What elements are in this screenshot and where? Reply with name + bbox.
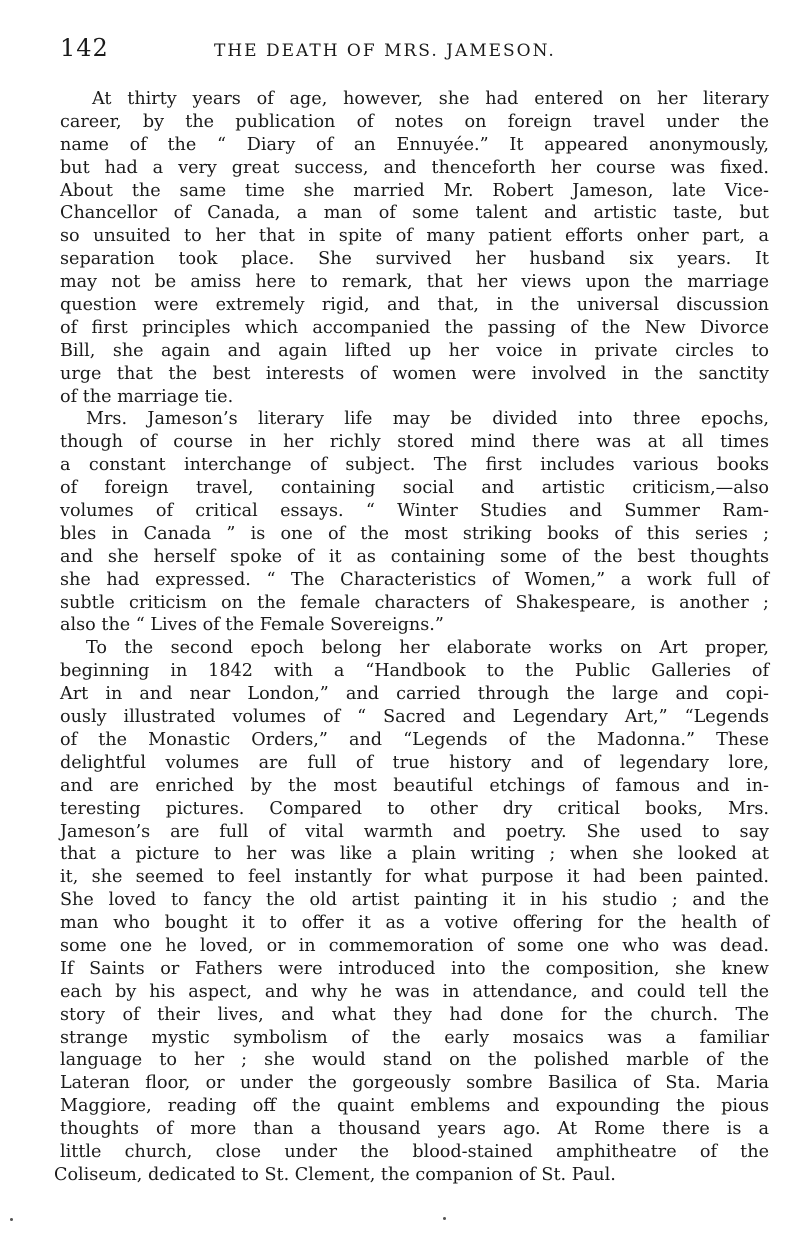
text-line: so unsuited to her that in spite of many patient efforts onher part, a (60, 226, 769, 247)
text-line: also the “ Lives of the Female Sovereigns.” (60, 615, 444, 636)
text-line: of first principles which accompanied the passing of the New Divorce (60, 317, 769, 338)
text-line: At thirty years of age, however, she had entered on her literary (92, 89, 769, 109)
text-line: thoughts of more than a thousand years ago. At Rome there is a (60, 1119, 769, 1140)
print-speck (443, 1217, 446, 1220)
text-line: may not be amiss here to remark, that her views upon the marriage (60, 272, 769, 293)
print-speck (10, 1218, 13, 1221)
text-line: and are enriched by the most beautiful etchings of famous and in- (60, 775, 769, 796)
text-line: Chancellor of Canada, a man of some talent and artistic taste, but (60, 203, 769, 224)
text-line: ously illustrated volumes of “ Sacred and Legendary Art,” “Legends (60, 707, 769, 728)
text-line: and she herself spoke of it as containing some of the best thoughts (60, 546, 769, 567)
page-number: 142 (60, 34, 109, 62)
text-line: little church, close under the blood-stained amphitheatre of the (60, 1141, 769, 1162)
text-line: Lateran floor, or under the gorgeously sombre Basilica of Sta. Maria (60, 1073, 769, 1094)
paragraph (54, 637, 769, 1186)
text-line: it, she seemed to feel instantly for what purpose it had been painted. (60, 867, 769, 888)
text-line: of the Monastic Orders,” and “Legends of the Madonna.” These (60, 729, 769, 750)
text-line: Coliseum, dedicated to St. Clement, the companion of St. Paul. (54, 1164, 616, 1185)
text-line: urge that the best interests of women were involved in the sanctity (60, 363, 769, 384)
running-title: THE DEATH OF MRS. JAMESON. (214, 41, 556, 61)
text-line: name of the “ Diary of an Ennuyée.” It appeared anonymously, (60, 134, 769, 155)
text-line: that a picture to her was like a plain writing ; when she looked at (60, 844, 769, 865)
text-line: Mrs. Jameson’s literary life may be divided into three epochs, (86, 409, 769, 430)
text-line: each by his aspect, and why he was in attendance, and could tell the (60, 981, 769, 1002)
page-header (60, 34, 770, 70)
text-line: of the marriage tie. (60, 386, 234, 407)
text-line: She loved to fancy the old artist painting it in his studio ; and the (60, 890, 769, 911)
text-line: teresting pictures. Compared to other dry critical books, Mrs. (60, 798, 769, 819)
text-line: language to her ; she would stand on the polished marble of the (60, 1050, 769, 1071)
text-line: question were extremely rigid, and that, in the universal discussion (60, 295, 769, 316)
text-line: but had a very great success, and thenceforth her course was fixed. (60, 157, 769, 178)
text-line: story of their lives, and what they had done for the church. The (60, 1004, 769, 1025)
text-line: beginning in 1842 with a “Handbook to the Public Galleries of (60, 661, 769, 682)
text-line: career, by the publication of notes on foreign travel under the (60, 111, 769, 132)
text-line: she had expressed. “ The Characteristics of Women,” a work full of (60, 569, 769, 590)
text-line: strange mystic symbolism of the early mosaics was a familiar (60, 1027, 769, 1048)
text-line: If Saints or Fathers were introduced into the composition, she knew (60, 958, 769, 979)
text-line: delightful volumes are full of true history and of legendary lore, (60, 752, 769, 773)
text-line: man who bought it to offer it as a votive offering for the health of (60, 913, 769, 934)
text-line: volumes of critical essays. “ Winter Studies and Summer Ram- (60, 501, 769, 522)
text-line: To the second epoch belong her elaborate works on Art proper, (86, 638, 769, 659)
text-line: Maggiore, reading off the quaint emblems and expounding the pious (60, 1096, 769, 1117)
text-line: separation took place. She survived her husband six years. It (60, 249, 769, 270)
text-line: of foreign travel, containing social and artistic criticism,—also (60, 478, 769, 499)
text-line: Bill, she again and again lifted up her voice in private circles to (60, 340, 769, 361)
text-line: a constant interchange of subject. The first includes various books (60, 455, 769, 476)
text-line: About the same time she married Mr. Robert Jameson, late Vice- (60, 180, 769, 201)
text-line: though of course in her richly stored mind there was at all times (60, 432, 769, 453)
text-line: Jameson’s are full of vital warmth and poetry. She used to say (60, 821, 769, 842)
text-line: subtle criticism on the female characters of Shakespeare, is another ; (60, 592, 769, 613)
paragraph (60, 88, 769, 408)
text-line: bles in Canada ” is one of the most striking books of this series ; (60, 523, 769, 544)
text-line: Art in and near London,” and carried through the large and copi- (60, 684, 769, 705)
text-line: some one he loved, or in commemoration of some one who was dead. (60, 935, 769, 956)
paragraph (60, 408, 769, 637)
body-text (54, 88, 769, 1187)
